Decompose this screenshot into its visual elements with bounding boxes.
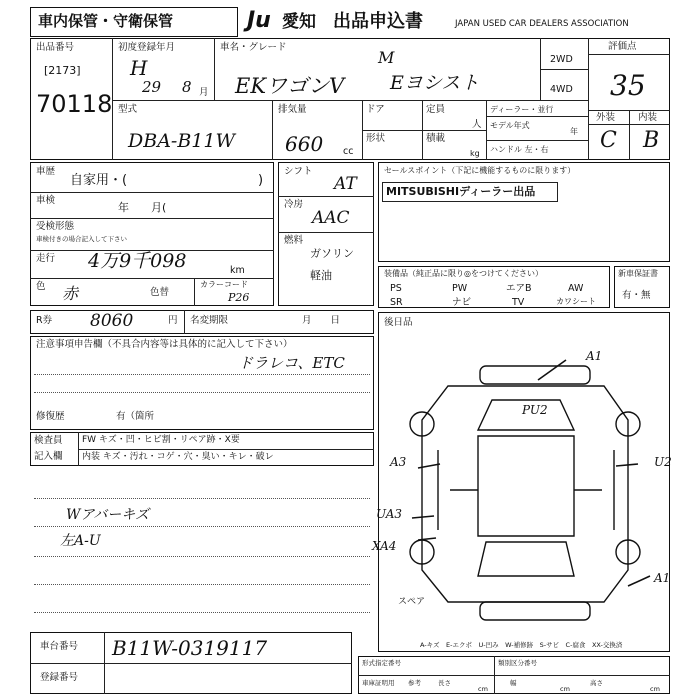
type-value: DBA-B11W	[128, 130, 236, 152]
warranty-value: 有・無	[622, 290, 651, 301]
equip-seat: カワシート	[556, 297, 596, 306]
history-close: )	[258, 173, 264, 188]
model-name: EKワゴンV	[235, 74, 345, 98]
model-year-label: モデル年式	[490, 121, 530, 130]
handle-label: ハンドル 左・右	[490, 145, 549, 154]
int-score: B	[643, 128, 660, 153]
model-grade2: Eヨシスト	[390, 72, 480, 94]
history-value: 自家用・(	[70, 173, 128, 188]
ext-label: 外装	[596, 112, 616, 123]
footer-height: 高さ	[590, 679, 603, 687]
footer-ref: 参考	[408, 679, 421, 687]
load-label: 積載	[426, 133, 446, 144]
cap-label: 定員	[426, 104, 446, 115]
ac-label: 冷房	[284, 199, 304, 210]
warranty-label: 新車保証書	[618, 269, 658, 278]
load-unit: kg	[470, 149, 480, 158]
mark-a1-top: A1	[586, 349, 603, 363]
expiry-text: 月 日	[302, 315, 341, 326]
shape-label: 形状	[366, 133, 386, 144]
footer-class-num: 類別区分番号	[498, 659, 537, 667]
score-label: 評価点	[608, 41, 637, 52]
mark-a3: A3	[390, 455, 407, 469]
shift-label: シフト	[284, 166, 313, 177]
inspector-label2: 記入欄	[34, 451, 63, 462]
mark-xa4: XA4	[372, 539, 397, 553]
mark-u2: U2	[654, 455, 672, 469]
equip-navi: ナビ	[452, 297, 472, 308]
equip-pw: PW	[452, 283, 468, 294]
spare-label: スペア	[398, 597, 426, 607]
drive-4wd: 4WD	[550, 84, 573, 95]
drive-2wd: 2WD	[550, 54, 573, 65]
mark-ua3: UA3	[376, 507, 403, 521]
reg-month-unit: 月	[199, 87, 209, 98]
car-diagram	[378, 340, 670, 640]
color-code: P26	[228, 291, 250, 304]
history-label: 車歴	[36, 166, 56, 177]
footer-cm3: cm	[650, 685, 660, 693]
reg-era: H	[130, 56, 148, 80]
ext-score: C	[600, 128, 617, 153]
org-name: 愛知	[282, 12, 316, 32]
color-change: 色替	[150, 287, 170, 298]
footer-length: 長さ	[438, 679, 451, 687]
equip-airbag: エアB	[506, 283, 532, 294]
equip-ps: PS	[390, 283, 402, 294]
cap-unit: 人	[472, 119, 482, 130]
model-label: 車名・グレード	[220, 42, 287, 53]
disp-label: 排気量	[278, 104, 307, 115]
footer-cm2: cm	[560, 685, 570, 693]
disp-value: 660	[285, 132, 324, 156]
reg-label: 初度登録年月	[118, 42, 176, 53]
footer-model-num: 形式指定番号	[362, 659, 401, 667]
color-label: 色	[36, 281, 46, 292]
equip-tv: TV	[512, 297, 525, 308]
lot-number: 70118	[36, 90, 113, 118]
inspector-comment2: 左A-U	[60, 533, 101, 549]
notes-block	[30, 336, 374, 430]
mileage-value: 4万9千098	[88, 250, 187, 272]
inspect-label: 車検	[36, 195, 56, 206]
ac-value: AAC	[312, 208, 350, 228]
chassis-label: 車台番号	[40, 641, 79, 652]
fuel-gas: ガソリン	[310, 247, 354, 260]
top-block	[30, 38, 670, 160]
chassis-value: B11W-0319117	[112, 636, 268, 660]
form-title: 出品申込書	[333, 11, 423, 32]
recycle-label: R券	[36, 315, 53, 326]
recv-note: 車検付きの場合記入して下さい	[36, 235, 127, 243]
lot-label: 出品番号	[36, 42, 75, 53]
inspector-row1: FW キズ・凹・ヒビ割・リペア跡・X要	[82, 435, 240, 445]
sales-label: セールスポイント（下記に機能するものに限ります）	[384, 166, 576, 175]
expiry-label: 名変期限	[190, 315, 229, 326]
color-code-label: カラーコード	[200, 280, 248, 289]
inspector-label1: 検査員	[34, 435, 63, 446]
recycle-unit: 円	[168, 315, 178, 326]
door-label: ドア	[366, 104, 385, 115]
color-value: 赤	[62, 284, 79, 303]
equip-label: 装備品（純正品に限り◎をつけてください）	[384, 269, 543, 278]
footer-garage: 車庫証明用	[362, 679, 395, 687]
mark-a1-rear: A1	[654, 571, 671, 585]
rear-label: 後日品	[384, 317, 413, 328]
reg-year: 29	[142, 78, 162, 96]
sales-value: MITSUBISHIディーラー出品	[386, 185, 536, 198]
dealer-label: ディーラー・並行	[490, 105, 554, 114]
mileage-km: km	[230, 265, 245, 276]
recycle-value: 8060	[90, 311, 134, 331]
int-label: 内装	[638, 112, 658, 123]
model-grade: M	[378, 48, 395, 67]
score-value: 35	[610, 69, 646, 102]
disp-unit: cc	[343, 146, 354, 157]
repair-value: 有（箇所	[116, 411, 155, 422]
notes-label: 注意事項申告欄（不具合内容等は具体的に記入して下さい）	[36, 339, 293, 350]
mileage-label: 走行	[36, 253, 56, 264]
fuel-label: 燃料	[284, 235, 304, 246]
storage-label: 車内保管・守衛保管	[38, 12, 174, 30]
lot-sub: [2173]	[44, 64, 81, 77]
footer-width: 幅	[510, 679, 517, 687]
type-label: 型式	[118, 104, 138, 115]
sales-block	[378, 162, 670, 262]
inspector-comment1: Wアバーキズ	[66, 507, 149, 523]
notes-value: ドラレコ、ETC	[238, 354, 345, 372]
reg-month: 8	[182, 78, 192, 96]
damage-legend: A-キズ E-エクボ U-凹み W-補修跡 S-サビ C-腐食 XX-交換済	[420, 641, 623, 649]
assoc-name: JAPAN USED CAR DEALERS ASSOCIATION	[455, 19, 629, 29]
shift-block	[278, 162, 374, 306]
inspect-text: 年 月(	[118, 201, 167, 214]
equip-sr: SR	[390, 297, 403, 308]
recv-label: 受検形態	[36, 221, 75, 232]
reg-number-label: 登録番号	[40, 672, 79, 683]
repair-label: 修復歴	[36, 411, 65, 422]
year-unit: 年	[570, 127, 578, 136]
equip-aw: AW	[568, 283, 584, 294]
shift-value: AT	[334, 174, 357, 194]
mark-pu2: PU2	[522, 403, 548, 417]
fuel-oil: 軽油	[310, 269, 332, 282]
ju-logo: Ju	[247, 8, 271, 33]
footer-cm1: cm	[478, 685, 488, 693]
inspector-row2: 内装 キズ・汚れ・コゲ・穴・臭い・キレ・破レ	[82, 452, 274, 462]
